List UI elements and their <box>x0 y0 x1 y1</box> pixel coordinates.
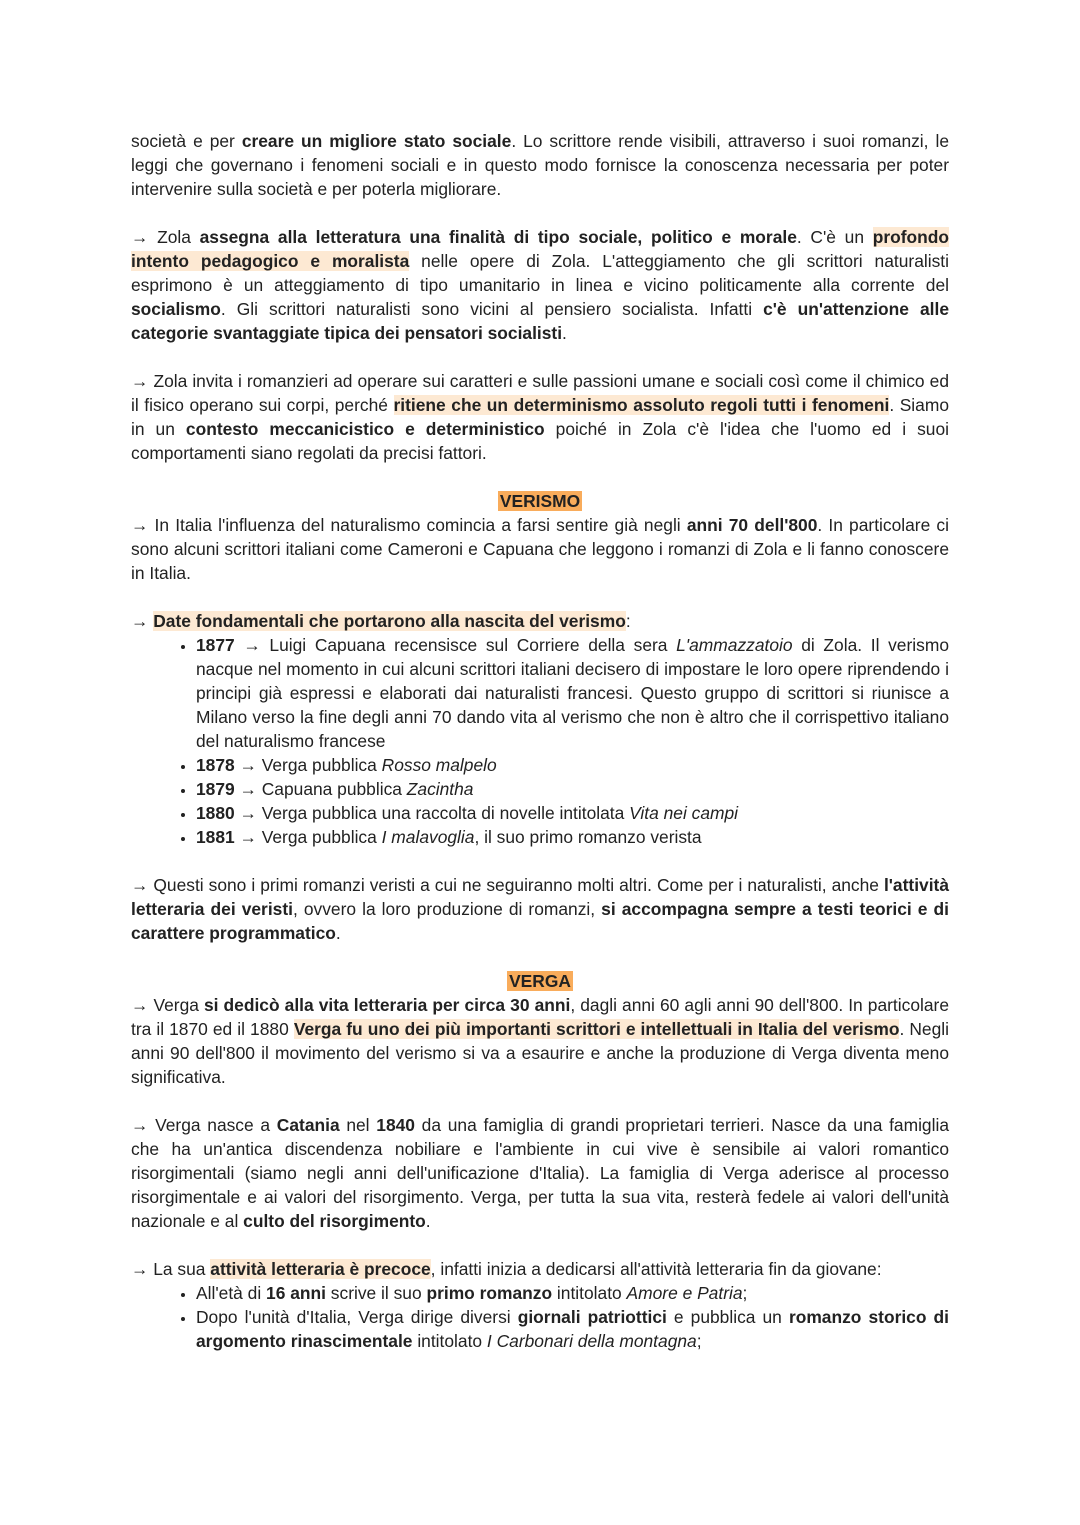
paragraph-veristi-attivita: → Questi sono i primi romanzi veristi a cui ne seguiranno molti altri. Come per i naturalisti, anche l'attività letteraria dei veristi, ovvero la loro produzione di romanzi, si accompagna sempre a testi teorici e di carattere programmatico. <box>131 875 949 943</box>
early-works-list <box>131 1281 949 1353</box>
list-item: • 1880 → Verga pubblica una raccolta di novelle intitolata Vita nei campi <box>196 801 949 825</box>
section-heading-verga: VERGA <box>509 971 571 991</box>
list-item: • 1879 → Capuana pubblica Zacintha <box>196 777 949 801</box>
paragraph-societa: società e per creare un migliore stato sociale. Lo scrittore rende visibili, attraverso i suoi romanzi, le leggi che governano i fenomeni sociali e in questo modo fornisce la conoscenza necessaria per poter intervenire sulla società e per poterla migliorare. <box>131 131 950 199</box>
dates-list <box>131 633 949 849</box>
paragraph-verga-nascita: → Verga nasce a Catania nel 1840 da una famiglia di grandi proprietari terrieri. Nasce da una famiglia che ha un'antica discendenza nobiliare e l'ambiente in cui vive è sensibile ai valori romantico risorgimentali (siamo negli anni dell'unificazione d'Italia). La famiglia di Verga aderisce al processo risorgimentale e ai valori del risorgimento. Verga, per tutta la sua vita, resterà fedele ai valori dell'unità nazionale e al culto del risorgimento. <box>131 1115 950 1231</box>
paragraph-zola-determinismo: → Zola invita i romanzieri ad operare sui caratteri e sulle passioni umane e sociali così come il chimico ed il fisico operano sui corpi, perché ritiene che un determinismo assoluto regoli tutti i fenomeni. Siamo in un contesto meccanicistico e deterministico poiché in Zola c'è l'idea che l'uomo ed i suoi comportamenti siano regolati da precisi fattori. <box>131 371 950 463</box>
paragraph-verismo-influenza: → In Italia l'influenza del naturalismo comincia a farsi sentire già negli anni 70 dell'800. In particolare ci sono alcuni scrittori italiani come Cameroni e Capuana che leggono i romanzi di Zola e li fanno conoscere in Italia. <box>131 515 949 583</box>
list-item: • 1877 → Luigi Capuana recensisce sul Corriere della sera L'ammazzatoio di Zola. Il verismo nacque nel momento in cui alcuni scrittori italiani decisero di impostare le loro opere riprendendo i principi già espressi e elaborati dai naturalisti francesi. Questo gruppo di scrittori si riunisce a Milano verso la fine degli anni 70 dando vita al verismo che non è altro che il corrispettivo italiano del naturalismo francese <box>196 633 949 753</box>
paragraph-date-fondamentali: → Date fondamentali che portarono alla nascita del verismo: <box>131 611 631 631</box>
section-heading-verismo: VERISMO <box>499 491 581 511</box>
document-content <box>131 129 949 1353</box>
paragraph-verga-vita-letteraria: → Verga si dedicò alla vita letteraria per circa 30 anni, dagli anni 60 agli anni 90 dell'800. In particolare tra il 1870 ed il 1880 Verga fu uno dei più importanti scrittori e intellettuali in Italia del verismo. Negli anni 90 dell'800 il movimento del verismo si va a esaurire e anche la produzione di Verga diventa meno significativa. <box>131 995 950 1087</box>
paragraph-zola-finalita: → Zola assegna alla letteratura una finalità di tipo sociale, politico e morale. C'è un profondo intento pedagogico e moralista nelle opere di Zola. L'atteggiamento che gli scrittori naturalisti esprimono è un atteggiamento di tipo umanitario in linea e vicino politicamente alla corrente del socialismo. Gli scrittori naturalisti sono vicini al pensiero socialista. Infatti c'è un'attenzione alle categorie svantaggiate tipica dei pensatori socialisti. <box>131 227 949 343</box>
list-item: • Dopo l'unità d'Italia, Verga dirige diversi giornali patriottici e pubblica un romanzo storico di argomento rinascimentale intitolato I Carbonari della montagna; <box>196 1305 949 1353</box>
list-item: • 1878 → Verga pubblica Rosso malpelo <box>196 753 949 777</box>
list-item: • 1881 → Verga pubblica I malavoglia, il suo primo romanzo verista <box>196 825 949 849</box>
paragraph-verga-precoce: → La sua attività letteraria è precoce, infatti inizia a dedicarsi all'attività letteraria fin da giovane: <box>131 1259 882 1279</box>
list-item: • All'età di 16 anni scrive il suo primo romanzo intitolato Amore e Patria; <box>196 1281 949 1305</box>
